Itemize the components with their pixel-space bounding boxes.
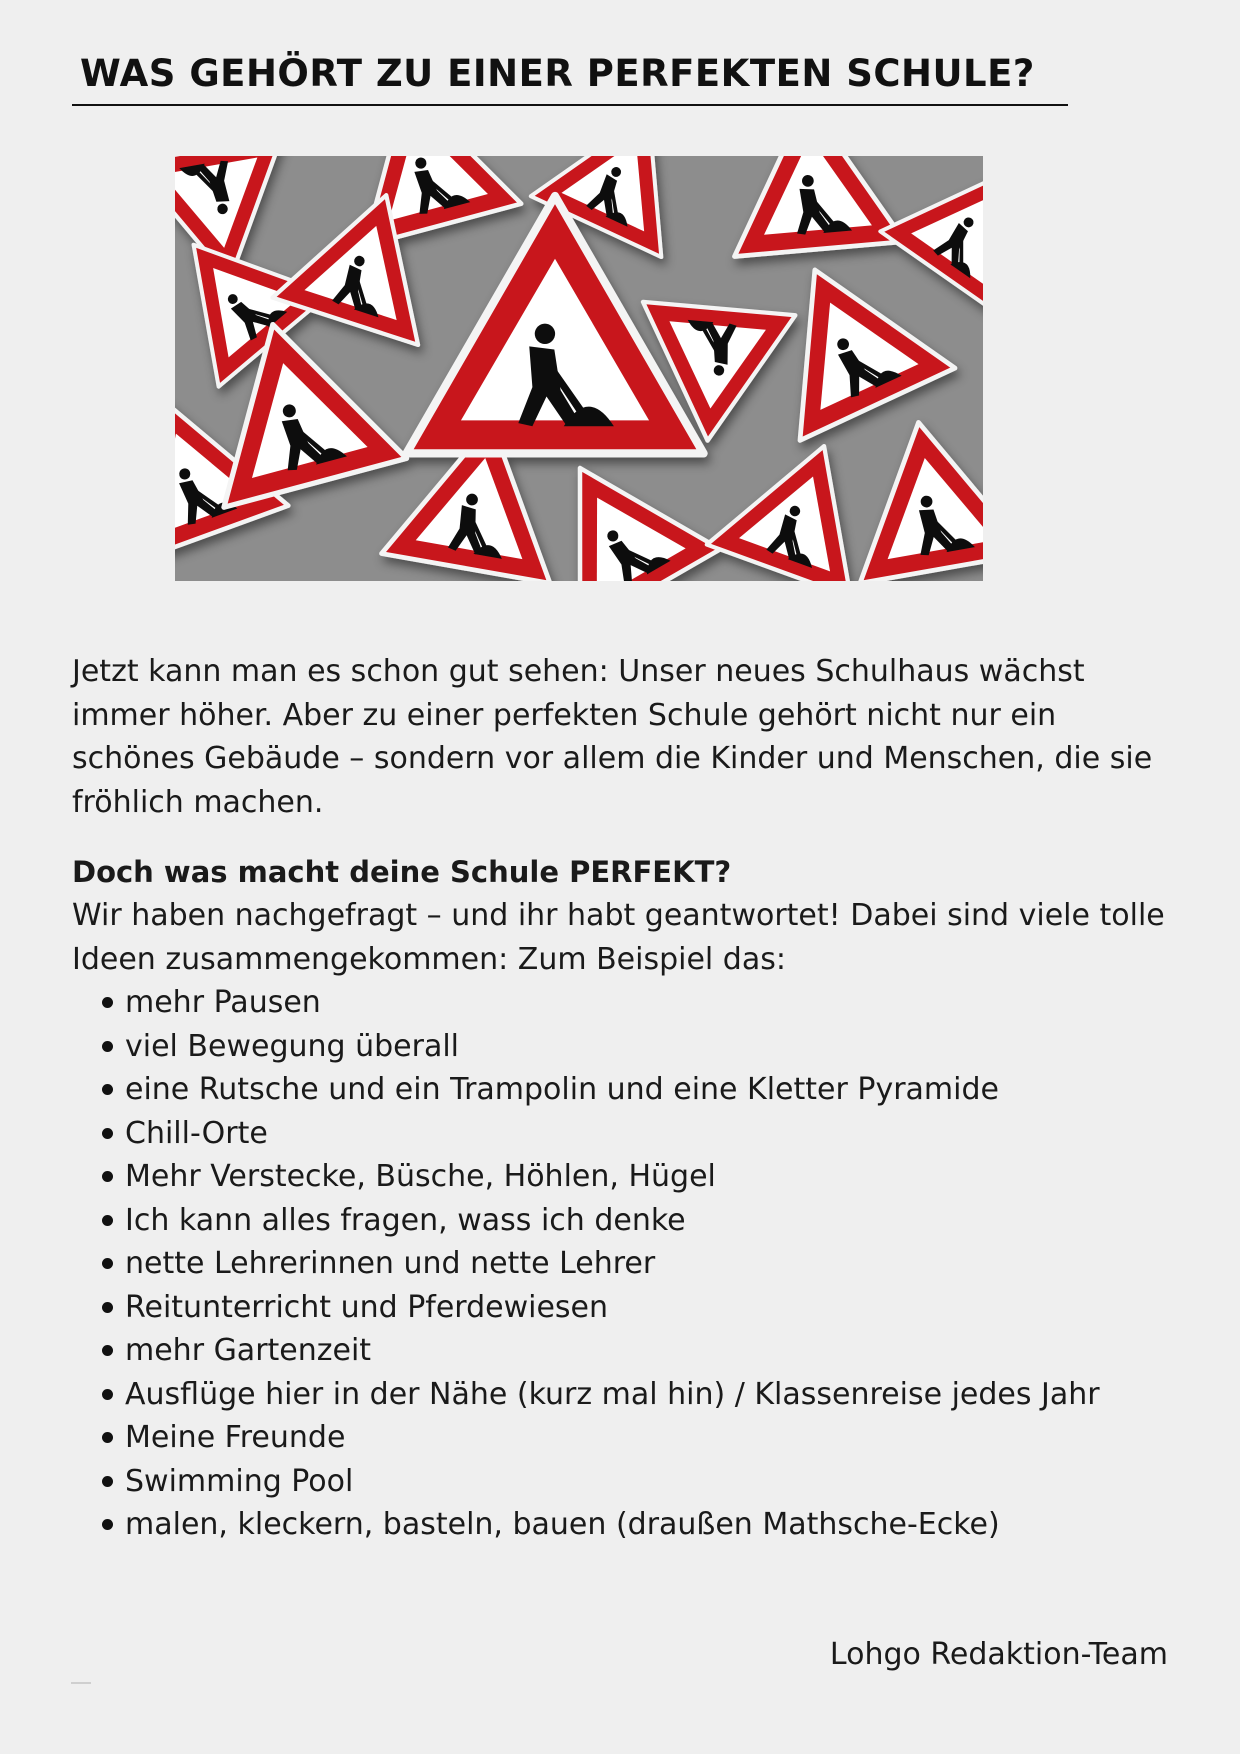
answer-paragraph: Wir haben nachgefragt – und ihr habt geantwortet! Dabei sind viele tolle Ideen zusammengekommen: Zum Beispiel das:: [72, 898, 1165, 977]
list-item-text: Reitunterricht und Pferdewiesen: [125, 1289, 609, 1325]
list-item-text: nette Lehrerinnen und nette Lehrer: [125, 1246, 656, 1281]
list-item-text: Ich kann alles fragen, wass ich denke: [125, 1202, 686, 1238]
faint-mark: [71, 1682, 91, 1684]
bullet-icon: [102, 1345, 113, 1356]
list-item: [100, 1025, 1100, 1069]
list-item: [100, 1329, 1100, 1373]
page-title: WAS GEHÖRT ZU EINER PERFEKTEN SCHULE?: [80, 52, 1035, 95]
bullet-icon: [102, 1171, 113, 1182]
bullet-icon: [102, 1041, 113, 1052]
bullet-icon: [102, 1476, 113, 1487]
bullet-icon: [102, 997, 113, 1008]
list-item-text: viel Bewegung überall: [125, 1028, 459, 1064]
title-underline: [72, 104, 1068, 106]
bullet-icon: [102, 1519, 113, 1530]
list-item-text: Mehr Verstecke, Büsche, Höhlen, Hügel: [125, 1159, 716, 1194]
list-item: [100, 1373, 1100, 1417]
list-item-text: eine Rutsche und ein Trampolin und eine Kletter Pyramide: [125, 1072, 999, 1107]
wish-list: [100, 981, 1100, 1547]
list-item-text: Swimming Pool: [125, 1463, 354, 1499]
bullet-icon: [102, 1389, 113, 1400]
list-item-text: mehr Pausen: [125, 985, 321, 1020]
list-item: [100, 1503, 1100, 1547]
intro-paragraph: Jetzt kann man es schon gut sehen: Unser neues Schulhaus wächst immer höher. Aber zu einer perfekten Schule gehört nicht nur ein schönes Gebäude – sondern vor allem die Kinder und Menschen, die sie fröhlich machen.: [72, 654, 1153, 820]
list-item: [100, 1112, 1100, 1156]
list-item: [100, 1460, 1100, 1504]
bullet-icon: [102, 1128, 113, 1139]
list-item: [100, 1286, 1100, 1330]
list-item-text: malen, kleckern, basteln, bauen (draußen Mathsche-Ecke): [125, 1507, 1000, 1542]
list-item: [100, 981, 1100, 1025]
construction-signs-image: [175, 156, 983, 581]
author-signature: Lohgo Redaktion-Team: [829, 1637, 1168, 1672]
list-item: [100, 1199, 1100, 1243]
list-item-text: Chill-Orte: [125, 1115, 268, 1151]
list-item: [100, 1155, 1100, 1199]
list-item-text: mehr Gartenzeit: [125, 1333, 372, 1368]
bullet-icon: [102, 1258, 113, 1269]
list-item: [100, 1242, 1100, 1286]
bullet-icon: [102, 1302, 113, 1313]
list-item: [100, 1068, 1100, 1112]
list-item-text: Ausflüge hier in der Nähe (kurz mal hin) / Klassenreise jedes Jahr: [125, 1376, 1100, 1412]
question-heading: Doch was macht deine Schule PERFEKT?: [72, 855, 732, 889]
list-item-text: Meine Freunde: [125, 1420, 346, 1455]
bullet-icon: [102, 1432, 113, 1443]
bullet-icon: [102, 1215, 113, 1226]
list-item: [100, 1416, 1100, 1460]
bullet-icon: [102, 1084, 113, 1095]
